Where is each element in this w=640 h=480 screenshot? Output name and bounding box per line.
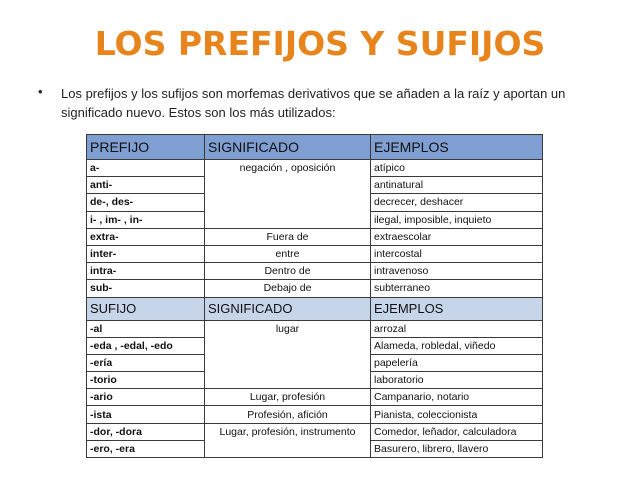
affix-cell: -al bbox=[87, 320, 205, 337]
example-cell: extraescolar bbox=[371, 228, 543, 245]
affix-cell: de-, des- bbox=[87, 194, 205, 211]
example-cell: Campanario, notario bbox=[371, 389, 543, 406]
table-row bbox=[87, 354, 543, 371]
meaning-cell: Debajo de bbox=[205, 280, 371, 297]
header-ejemplos: EJEMPLOS bbox=[371, 297, 543, 320]
prefix-header-row bbox=[87, 135, 543, 160]
table-row bbox=[87, 372, 543, 389]
table-row bbox=[87, 245, 543, 262]
affix-cell: anti- bbox=[87, 177, 205, 194]
table-row bbox=[87, 177, 543, 194]
affix-cell: i- , im- , in- bbox=[87, 211, 205, 228]
example-cell: intercostal bbox=[371, 245, 543, 262]
affix-cell: -ero, -era bbox=[87, 440, 205, 457]
affix-cell: extra- bbox=[87, 228, 205, 245]
meaning-cell bbox=[205, 354, 371, 371]
example-cell: atípico bbox=[371, 160, 543, 177]
affix-cell: intra- bbox=[87, 263, 205, 280]
example-cell: Alameda, robledal, viñedo bbox=[371, 337, 543, 354]
affix-cell: -ería bbox=[87, 354, 205, 371]
slide-title: LOS PREFIJOS Y SUFIJOS bbox=[94, 24, 546, 63]
example-cell: arrozal bbox=[371, 320, 543, 337]
affix-cell: sub- bbox=[87, 280, 205, 297]
header-significado: SIGNIFICADO bbox=[205, 135, 371, 160]
table-row bbox=[87, 194, 543, 211]
example-cell: laboratorio bbox=[371, 372, 543, 389]
table-row bbox=[87, 211, 543, 228]
table-row bbox=[87, 440, 543, 457]
meaning-cell bbox=[205, 440, 371, 457]
table-row bbox=[87, 160, 543, 177]
meaning-cell: Lugar, profesión bbox=[205, 389, 371, 406]
table-row bbox=[87, 263, 543, 280]
example-cell: Comedor, leñador, calculadora bbox=[371, 423, 543, 440]
affix-table bbox=[86, 134, 543, 458]
table-row bbox=[87, 406, 543, 423]
header-significado: SIGNIFICADO bbox=[205, 297, 371, 320]
table-row bbox=[87, 337, 543, 354]
meaning-cell: entre bbox=[205, 245, 371, 262]
affix-cell: -dor, -dora bbox=[87, 423, 205, 440]
intro-text: Los prefijos y los sufijos son morfemas derivativos que se añaden a la raíz y aportan un significado nuevo. Estos son los más utilizados: bbox=[61, 86, 566, 120]
meaning-cell: Dentro de bbox=[205, 263, 371, 280]
affix-cell: -ario bbox=[87, 389, 205, 406]
bullet-icon: • bbox=[38, 84, 43, 99]
affix-cell: -ista bbox=[87, 406, 205, 423]
example-cell: Basurero, librero, llavero bbox=[371, 440, 543, 457]
affix-cell: -torio bbox=[87, 372, 205, 389]
meaning-cell bbox=[205, 337, 371, 354]
meaning-cell: negación , oposición bbox=[205, 160, 371, 177]
affix-cell: inter- bbox=[87, 245, 205, 262]
meaning-cell bbox=[205, 211, 371, 228]
table-row bbox=[87, 320, 543, 337]
meaning-cell: Profesión, afición bbox=[205, 406, 371, 423]
example-cell: subterraneo bbox=[371, 280, 543, 297]
affix-cell: -eda , -edal, -edo bbox=[87, 337, 205, 354]
meaning-cell: Lugar, profesión, instrumento bbox=[205, 423, 371, 440]
header-prefijo: PREFIJO bbox=[87, 135, 205, 160]
table-row bbox=[87, 389, 543, 406]
affix-cell: a- bbox=[87, 160, 205, 177]
meaning-cell bbox=[205, 372, 371, 389]
example-cell: decrecer, deshacer bbox=[371, 194, 543, 211]
suffix-header-row bbox=[87, 297, 543, 320]
example-cell: intravenoso bbox=[371, 263, 543, 280]
header-ejemplos: EJEMPLOS bbox=[371, 135, 543, 160]
meaning-cell bbox=[205, 177, 371, 194]
example-cell: Pianista, coleccionista bbox=[371, 406, 543, 423]
example-cell: papelería bbox=[371, 354, 543, 371]
example-cell: ilegal, imposible, inquieto bbox=[371, 211, 543, 228]
header-sufijo: SUFIJO bbox=[87, 297, 205, 320]
meaning-cell bbox=[205, 194, 371, 211]
table-row bbox=[87, 228, 543, 245]
example-cell: antinatural bbox=[371, 177, 543, 194]
meaning-cell: Fuera de bbox=[205, 228, 371, 245]
table-row bbox=[87, 280, 543, 297]
table-row bbox=[87, 423, 543, 440]
meaning-cell: lugar bbox=[205, 320, 371, 337]
